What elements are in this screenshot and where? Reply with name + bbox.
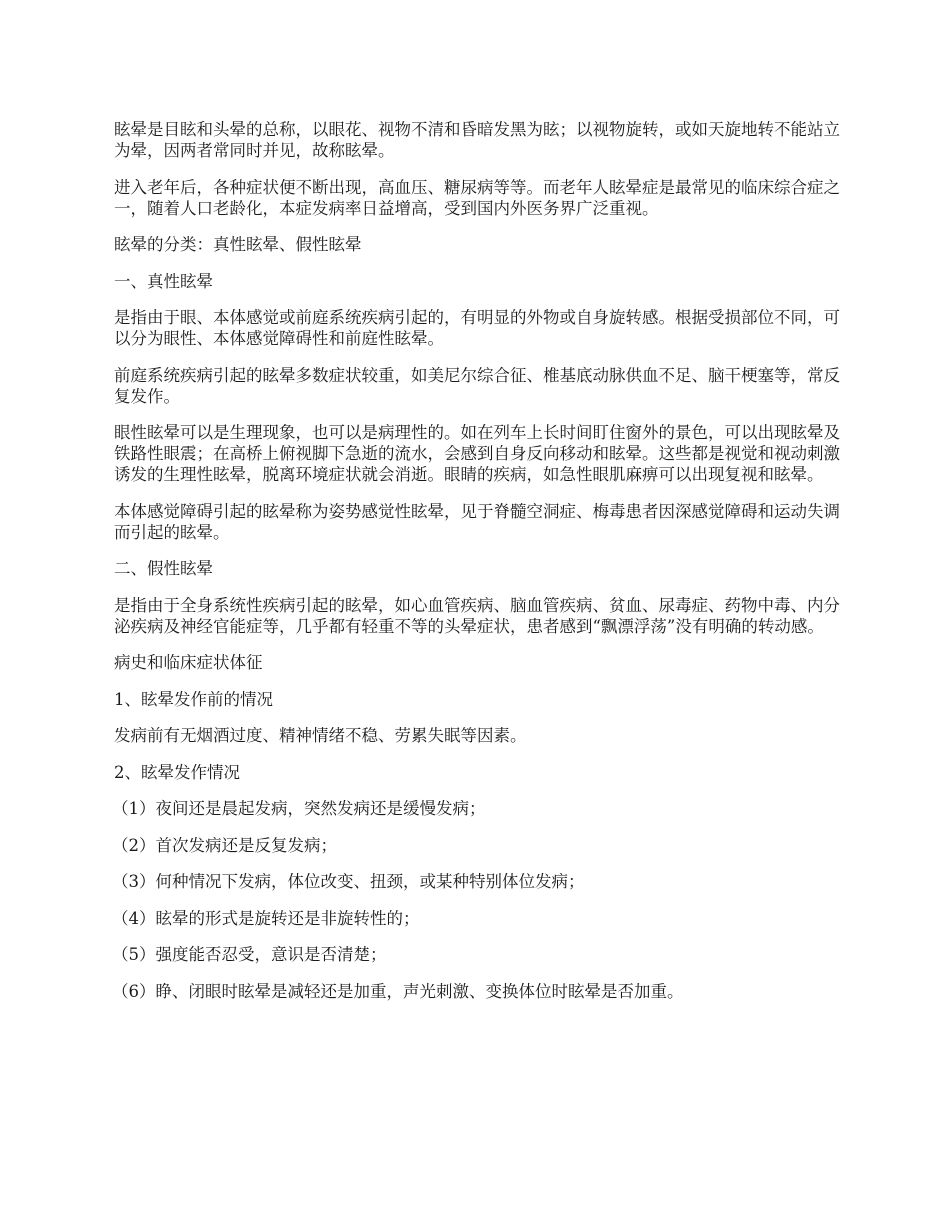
heading-attack-situation: 2、眩晕发作情况 — [114, 762, 240, 782]
paragraph-ocular: 眼性眩晕可以是生理现象，也可以是病理性的。如在列车上长时间盯住窗外的景色，可以出现眩晕及铁路性眼震；在高桥上俯视脚下急逝的流水，会感到自身反向移动和眩晕。这些都是视觉和视动刺激诱发的生理性眩晕，脱离环境症状就会消逝。眼睛的疾病，如急性眼肌麻痹可以出现复视和眩晕。 — [114, 423, 840, 484]
heading-true-vertigo: 一、真性眩晕 — [114, 271, 213, 291]
heading-history-symptoms: 病史和临床症状体征 — [114, 653, 263, 672]
paragraph-true-vertigo-definition: 是指由于眼、本体感觉或前庭系统疾病引起的，有明显的外物或自身旋转感。根据受损部位不同，可以分为眼性、本体感觉障碍性和前庭性眩晕。 — [114, 308, 840, 348]
paragraph-proprioceptive: 本体感觉障碍引起的眩晕称为姿势感觉性眩晕，见于脊髓空洞症、梅毒患者因深感觉障碍和运动失调而引起的眩晕。 — [114, 501, 840, 542]
paragraph-before-attack: 发病前有无烟酒过度、精神情绪不稳、劳累失眠等因素。 — [114, 726, 527, 745]
heading-before-attack: 1、眩晕发作前的情况 — [114, 689, 273, 709]
paragraph-classification: 眩晕的分类：真性眩晕、假性眩晕 — [114, 235, 362, 254]
heading-false-vertigo: 二、假性眩晕 — [114, 559, 213, 578]
paragraph-false-vertigo-definition: 是指由于全身系统性疾病引起的眩晕，如心血管疾病、脑血管疾病、贫血、尿毒症、药物中毒、内分泌疾病及神经官能症等，几乎都有轻重不等的头晕症状，患者感到“飘漂浮荡”没有明确的转动感。 — [114, 595, 840, 636]
list-item: （5）强度能否忍受，意识是否清楚； — [112, 945, 387, 964]
list-item: （2）首次发病还是反复发病； — [112, 835, 337, 855]
paragraph-vestibular: 前庭系统疾病引起的眩晕多数症状较重，如美尼尔综合征、椎基底动脉供血不足、脑干梗塞等，常反复发作。 — [114, 365, 840, 406]
paragraph-definition: 眩晕是目眩和头晕的总称，以眼花、视物不清和昏暗发黑为眩；以视物旋转，或如天旋地转不能站立为晕，因两者常同时并见，故称眩晕。 — [114, 120, 840, 160]
document-body — [114, 119, 840, 1002]
list-item: （6）睁、闭眼时眩晕是减轻还是加重，声光刺激、变换体位时眩晕是否加重。 — [112, 981, 684, 1001]
paragraph-elderly: 进入老年后，各种症状便不断出现，高血压、糖尿病等等。而老年人眩晕症是最常见的临床综合症之一，随着人口老龄化，本症发病率日益增高，受到国内外医务界广泛重视。 — [114, 177, 840, 218]
list-item: （3）何种情况下发病，体位改变、扭颈，或某种特别体位发病； — [112, 872, 585, 891]
list-item: （1）夜间还是晨起发病，突然发病还是缓慢发病； — [112, 799, 486, 818]
list-item: （4）眩晕的形式是旋转还是非旋转性的； — [112, 908, 420, 928]
